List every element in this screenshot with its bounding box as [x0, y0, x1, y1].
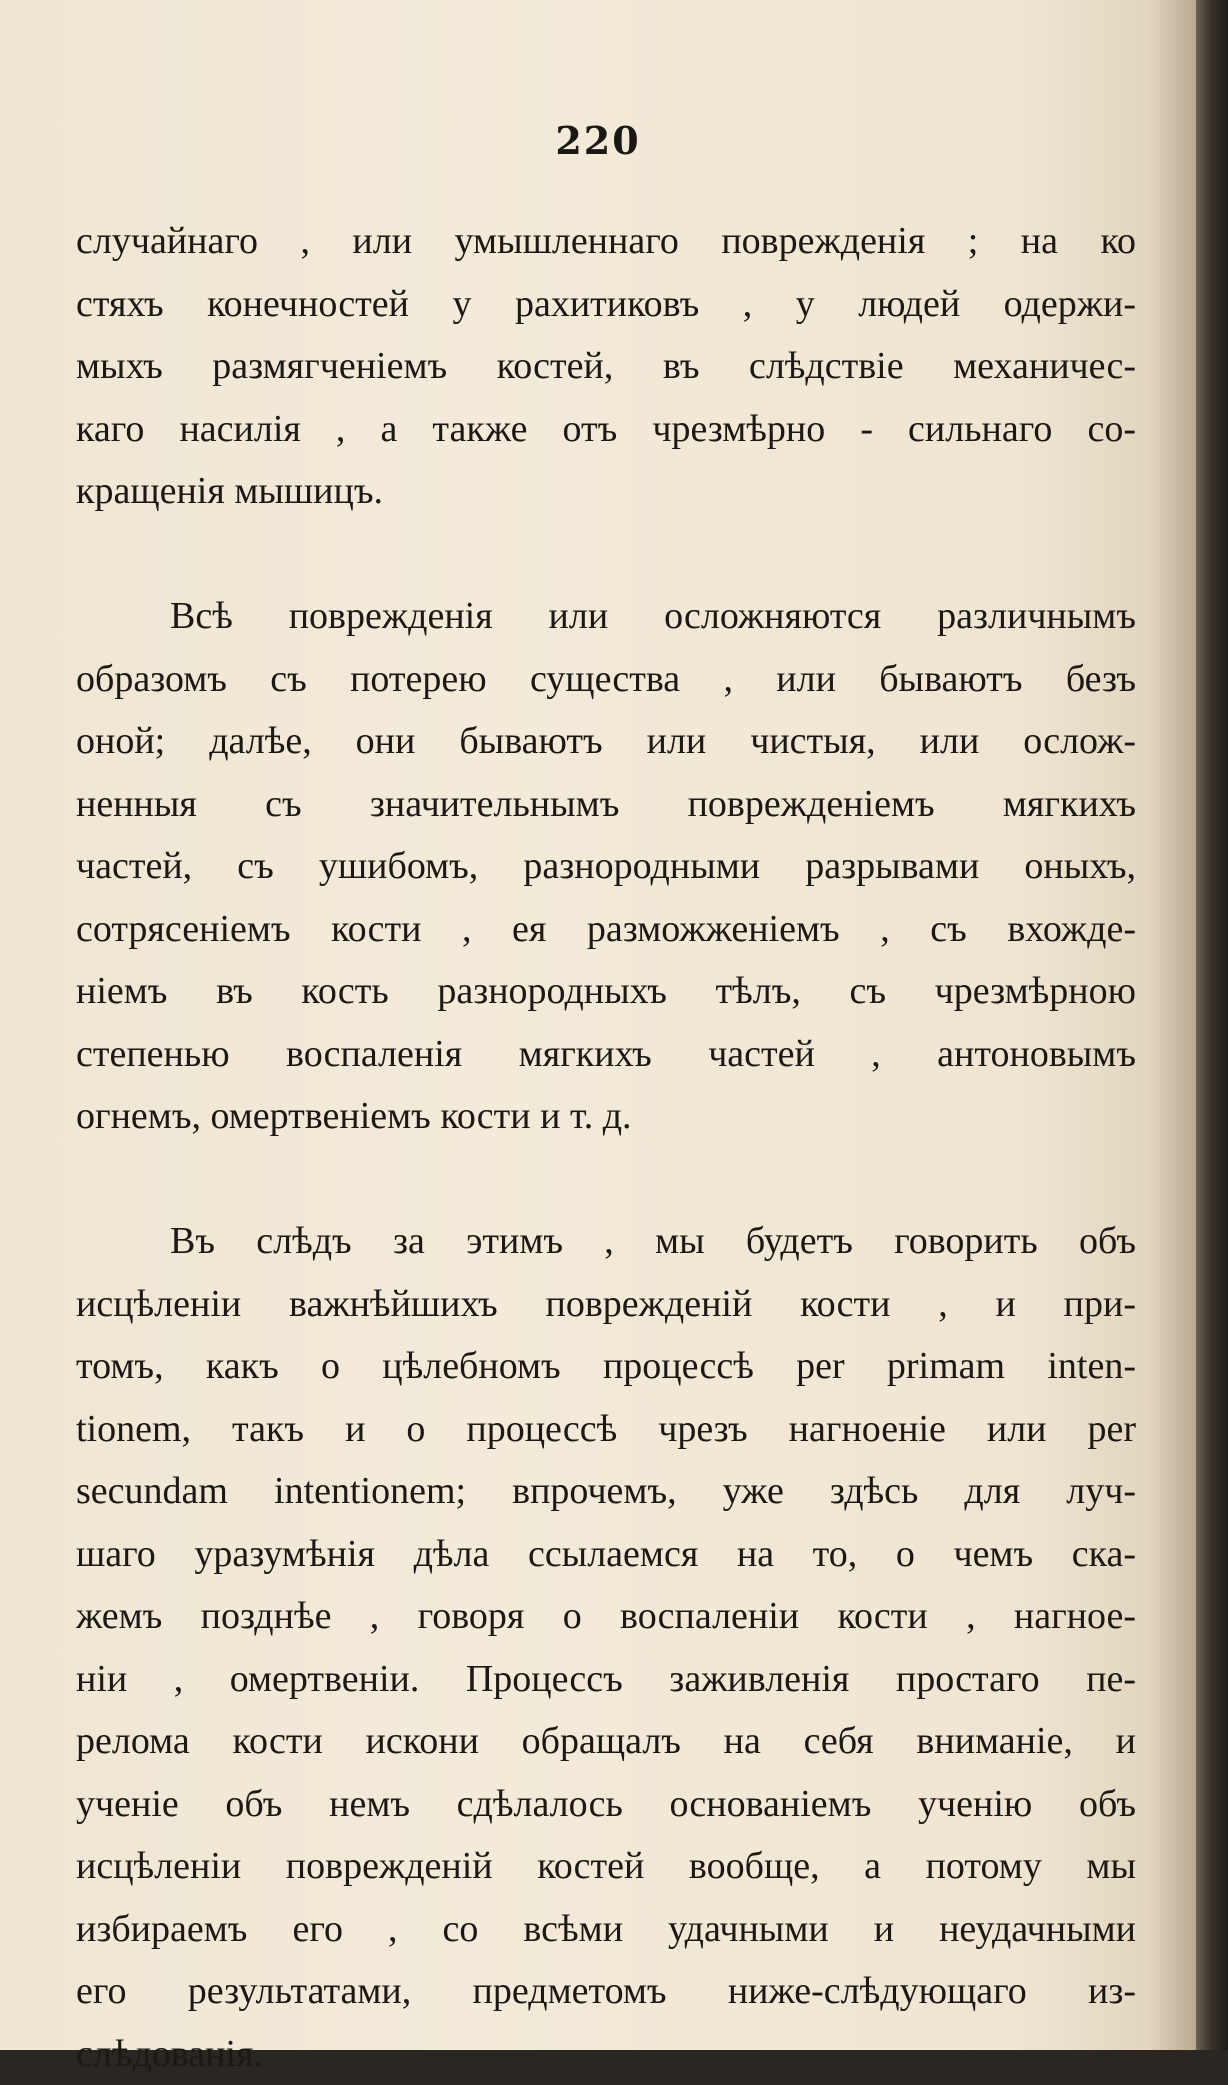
paragraph-gap	[76, 1148, 1136, 1211]
text-line: ніемъ въ кость разнородныхъ тѣлъ, съ чрезмѣрною	[76, 960, 1136, 1023]
text-line: исцѣленіи поврежденій костей вообще, а потому мы	[76, 1835, 1136, 1898]
text-line: образомъ съ потерею существа , или бываютъ безъ	[76, 648, 1136, 711]
text-line: secundam intentionem; впрочемъ, уже здѣсь для луч-	[76, 1460, 1136, 1523]
text-line: каго насилія , а также отъ чрезмѣрно - сильнаго со-	[76, 398, 1136, 461]
book-spine-shadow	[1196, 0, 1228, 2050]
paragraph-3	[76, 1210, 1136, 2085]
text-line: сотрясеніемъ кости , ея разможженіемъ , съ вхожде-	[76, 898, 1136, 961]
text-line: исцѣленіи важнѣйшихъ поврежденій кости , и при-	[76, 1273, 1136, 1336]
text-line: степенью воспаленія мягкихъ частей , антоновымъ	[76, 1023, 1136, 1086]
text-line: слѣдованія.	[76, 2023, 1136, 2085]
text-line: кращенія мышицъ.	[76, 460, 1136, 523]
text-line: ненныя съ значительнымъ поврежденіемъ мягкихъ	[76, 773, 1136, 836]
text-line: жемъ позднѣе , говоря о воспаленіи кости , нагное-	[76, 1585, 1136, 1648]
page-text	[76, 210, 1136, 2085]
text-line: его результатами, предметомъ ниже-слѣдующаго из-	[76, 1960, 1136, 2023]
text-line: ніи , омертвеніи. Процессъ заживленія простаго пе-	[76, 1648, 1136, 1711]
text-line: мыхъ размягченіемъ костей, въ слѣдствіе механичес-	[76, 335, 1136, 398]
paragraph-2	[76, 585, 1136, 1148]
paragraph-gap	[76, 523, 1136, 586]
page-number: 220	[0, 118, 1196, 163]
text-line: случайнаго , или умышленнаго поврежденія ; на ко	[76, 210, 1136, 273]
text-line: tionem, такъ и о процессѣ чрезъ нагноеніе или per	[76, 1398, 1136, 1461]
text-line: частей, съ ушибомъ, разнородными разрывами оныхъ,	[76, 835, 1136, 898]
paragraph-1	[76, 210, 1136, 523]
text-line: Всѣ поврежденія или осложняются различнымъ	[76, 585, 1136, 648]
text-line: Въ слѣдъ за этимъ , мы будетъ говорить объ	[76, 1210, 1136, 1273]
text-line: стяхъ конечностей у рахитиковъ , у людей одержи-	[76, 273, 1136, 336]
text-line: избираемъ его , со всѣми удачными и неудачными	[76, 1898, 1136, 1961]
text-line: шаго уразумѣнія дѣла ссылаемся на то, о чемъ ска-	[76, 1523, 1136, 1586]
text-line: огнемъ, омертвеніемъ кости и т. д.	[76, 1085, 1136, 1148]
text-line: оной; далѣе, они бываютъ или чистыя, или ослож-	[76, 710, 1136, 773]
text-line: томъ, какъ о цѣлебномъ процессѣ per primam inten-	[76, 1335, 1136, 1398]
text-line: ученіе объ немъ сдѣлалось основаніемъ ученію объ	[76, 1773, 1136, 1836]
text-line: релома кости искони обращалъ на себя вниманіе, и	[76, 1710, 1136, 1773]
